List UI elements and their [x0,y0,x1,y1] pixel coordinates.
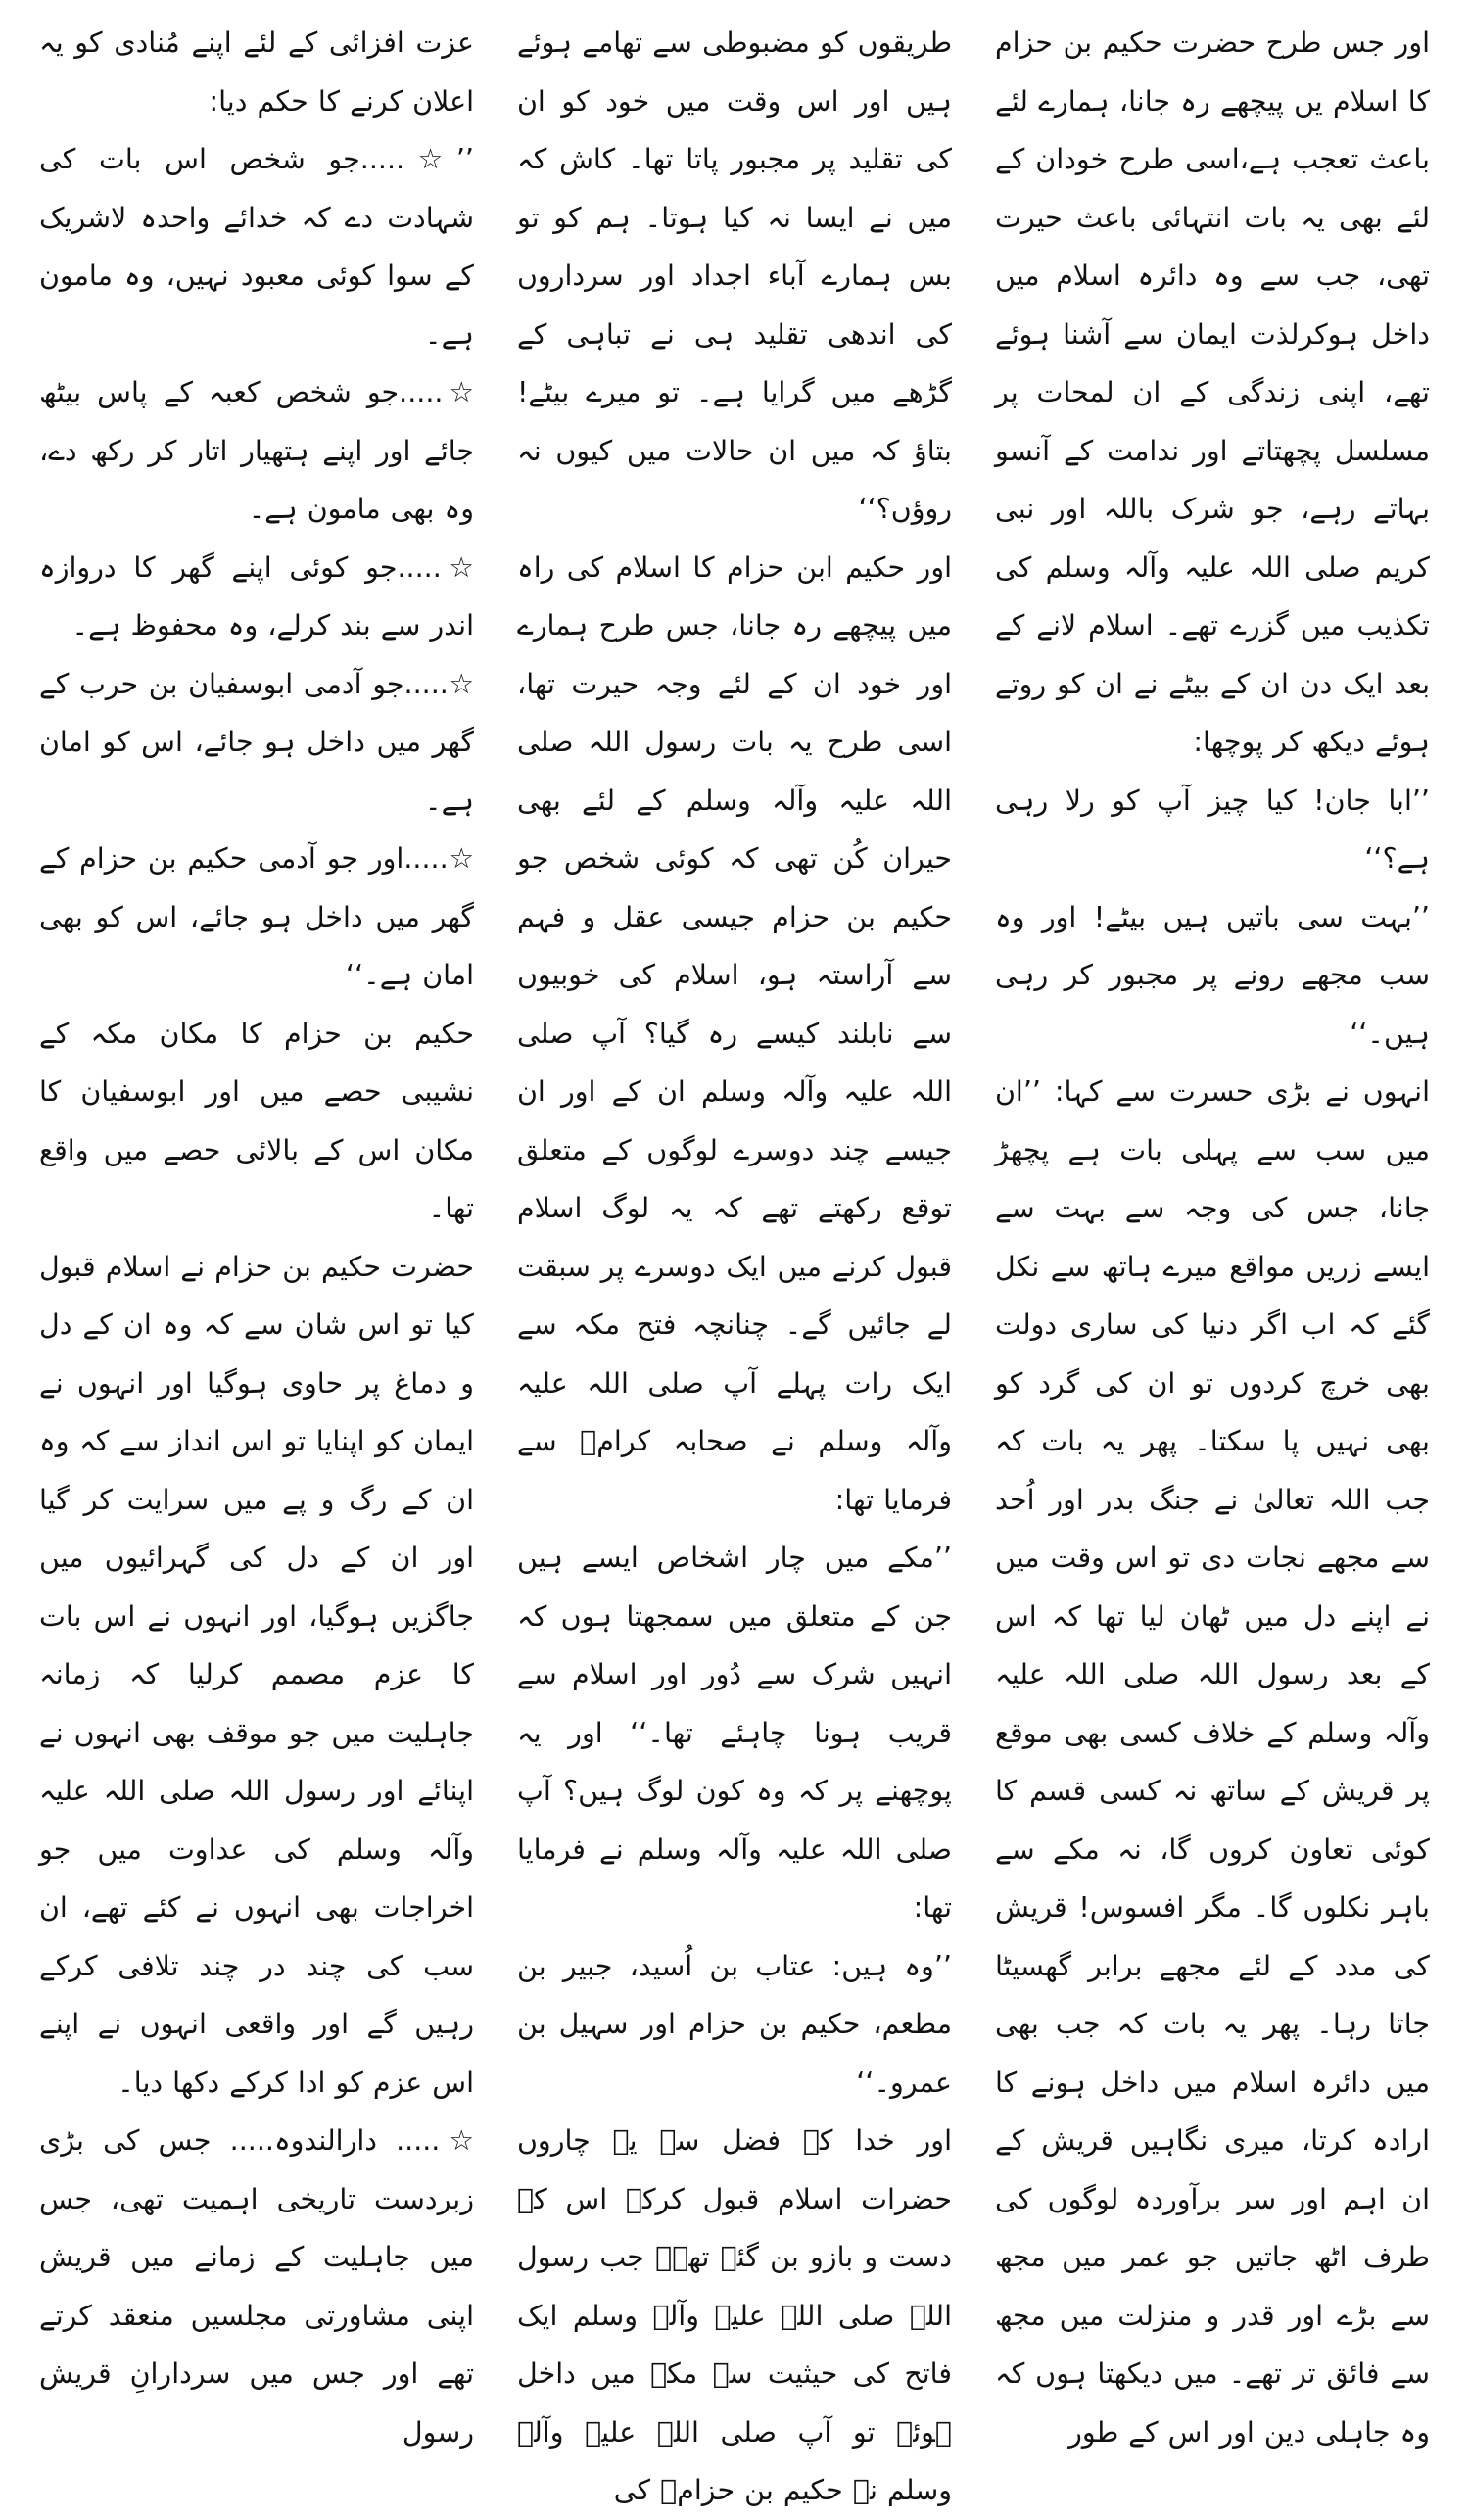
paragraph-list-item: ☆.....اور جو آدمی حکیم بن حزام کے گھر میں داخل ہو جائے، اس کو بھی امان ہے۔‘‘ [39,842,474,991]
paragraph-list-item: ☆..... دارالندوہ..... جس کی بڑی زبردست تاریخی اہمیت تھی، جس میں جاہلیت کے زمانے میں قریش اپنی مشاورتی مجلسیں منعقد کرتے تھے اور جس میں سردارانِ قریش رسول [39,2124,474,2449]
paragraph-quote: ’’مکے میں چار اشخاص ایسے ہیں جن کے متعلق میں سمجھتا ہوں کہ انہیں شرک سے دُور اور اسلام سے قریب ہونا چاہئے تھا۔‘‘ اور یہ پوچھنے پر کہ وہ کون لوگ ہیں؟ آپ صلی اللہ علیہ وآلہ وسلم نے فرمایا تھا: [517,1542,952,1924]
paragraph-list-item: ☆.....جو شخص کعبہ کے پاس بیٹھ جائے اور اپنے ہتھیار اتار کر رکھ دے، وہ بھی مامون ہے۔ [39,376,474,525]
paragraph-quote: ’’بہت سی باتیں ہیں بیٹے! اور وہ سب مجھے رونے پر مجبور کر رہی ہیں۔‘‘ [995,900,1430,1050]
paragraph-quote: ’’وہ ہیں: عتاب بن اُسید، جبیر بن مطعم، حکیم بن حزام اور سہیل بن عمرو۔‘‘ [517,1949,952,2099]
paragraph: عزت افزائی کے لئے اپنے مُنادی کو یہ اعلان کرنے کا حکم دیا: [39,26,474,118]
paragraph: اور جس طرح حضرت حکیم بن حزام کا اسلام یں پیچھے رہ جانا، ہمارے لئے باعث تعجب ہے،اسی طرح خودان کے لئے بھی یہ بات انتہائی باعث حیرت تھی، جب سے وہ دائرہ اسلام میں داخل ہوکرلذت ایمان سے آشنا ہوئے تھے، اپنی زندگی کے ان لمحات پر مسلسل پچھتاتے اور ندامت کے آنسو بہاتے رہے، جو شرک باللہ اور نبی کریم صلی اللہ علیہ وآلہ وسلم کی تکذیب میں گزرے تھے۔ اسلام لانے کے بعد ایک دن ان کے بیٹے نے ان کو روتے ہوئے دیکھ کر پوچھا: [995,26,1430,758]
text-column-left [18,14,496,2449]
paragraph-list-item: ’’☆.....جو شخص اس بات کی شہادت دے کہ خدائے واحدہ لاشریک کے سوا کوئی معبود نہیں، وہ مامون ہے۔ [39,143,474,351]
paragraph-list-item: ☆.....جو آدمی ابوسفیان بن حرب کے گھر میں داخل ہو جائے، اس کو امان ہے۔ [39,667,474,817]
paragraph: انہوں نے بڑی حسرت سے کہا: ’’ان میں سب سے پہلی بات ہے پچھڑ جانا، جس کی وجہ سے بہت سے ایسے زریں مواقع میرے ہاتھ سے نکل گئے کہ اب اگر دنیا کی ساری دولت بھی خرچ کردوں تو ان کی گرد کو بھی نہیں پا سکتا۔ پھر یہ بات کہ جب اللہ تعالیٰ نے جنگ بدر اور اُحد سے مجھے نجات دی تو اس وقت میں نے اپنے دل میں ٹھان لیا تھا کہ اس کے بعد رسول اللہ صلی اللہ علیہ وآلہ وسلم کے خلاف کسی بھی موقع پر قریش کے ساتھ نہ کسی قسم کا کوئی تعاون کروں گا، نہ مکے سے باہر نکلوں گا۔ مگر افسوس! قریش کی مدد کے لئے مجھے برابر گھسیٹا جاتا رہا۔ پھر یہ بات کہ جب بھی میں دائرہ اسلام میں داخل ہونے کا ارادہ کرتا، میری نگاہیں قریش کے ان اہم اور سر برآوردہ لوگوں کی طرف اٹھ جاتیں جو عمر میں مجھ سے بڑے اور قدر و منزلت میں مجھ سے فائق تر تھے۔ میں دیکھتا ہوں کہ وہ جاہلی دین اور اس کے طور [995,1075,1430,2449]
paragraph: حکیم بن حزام کا مکان مکہ کے نشیبی حصے میں اور ابوسفیان کا مکان اس کے بالائی حصے میں واقع تھا۔ [39,1017,474,1224]
paragraph-list-item: ☆.....جو کوئی اپنے گھر کا دروازہ اندر سے بند کرلے، وہ محفوظ ہے۔ [39,550,474,642]
paragraph-quote: ’’ابا جان! کیا چیز آپ کو رلا رہی ہے؟‘‘ [995,784,1430,875]
paragraph: طریقوں کو مضبوطی سے تھامے ہوئے ہیں اور اس وقت میں خود کو ان کی تقلید پر مجبور پاتا تھا۔ کاش کہ میں نے ایسا نہ کیا ہوتا۔ ہم کو تو بس ہمارے آباء اجداد اور سرداروں کی اندھی تقلید ہی نے تباہی کے گڑھے میں گرایا ہے۔ تو میرے بیٹے! بتاؤ کہ میں ان حالات میں کیوں نہ روؤں؟‘‘ [517,26,952,525]
paragraph: اور خدا کے فضل سے یہ چاروں حضرات اسلام قبول کرکے اس کے دست و بازو بن گئے تھے۔ جب رسول اللہ صلی اللہ علیہ وآلہ وسلم ایک فاتح کی حیثیت سے مکہ میں داخل ہوئے تو آپ صلی اللہ علیہ وآلہ وسلم نے حکیم بن حزامؓ کی [517,2124,952,2506]
paragraph: حضرت حکیم بن حزام نے اسلام قبول کیا تو اس شان سے کہ وہ ان کے دل و دماغ پر حاوی ہوگیا اور انہوں نے ایمان کو اپنایا تو اس انداز سے کہ وہ ان کے رگ و پے میں سرایت کر گیا اور ان کے دل کی گہرائیوں میں جاگزیں ہوگیا، اور انہوں نے اس بات کا عزم مصمم کرلیا کہ زمانہ جاہلیت میں جو موقف بھی انہوں نے اپنائے اور رسول اللہ صلی اللہ علیہ وآلہ وسلم کی عداوت میں جو اخراجات بھی انہوں نے کئے تھے، ان سب کی چند در چند تلافی کرکے رہیں گے اور واقعی انہوں نے اپنے اس عزم کو ادا کرکے دکھا دیا۔ [39,1250,474,2099]
text-column-middle [496,14,973,2506]
text-column-right [973,14,1451,2449]
paragraph: اور حکیم ابن حزام کا اسلام کی راہ میں پیچھے رہ جانا، جس طرح ہمارے اور خود ان کے لئے وجہ حیرت تھا، اسی طرح یہ بات رسول اللہ صلی اللہ علیہ وآلہ وسلم کے لئے بھی حیران کُن تھی کہ کوئی شخص جو حکیم بن حزام جیسی عقل و فہم سے آراستہ ہو، اسلام کی خوبیوں سے نابلند کیسے رہ گیا؟ آپ صلی اللہ علیہ وآلہ وسلم ان کے اور ان جیسے چند دوسرے لوگوں کے متعلق توقع رکھتے تھے کہ یہ لوگ اسلام قبول کرنے میں ایک دوسرے پر سبقت لے جائیں گے۔ چنانچہ فتح مکہ سے ایک رات پہلے آپ صلی اللہ علیہ وآلہ وسلم نے صحابہ کرامؓ سے فرمایا تھا: [517,550,952,1516]
